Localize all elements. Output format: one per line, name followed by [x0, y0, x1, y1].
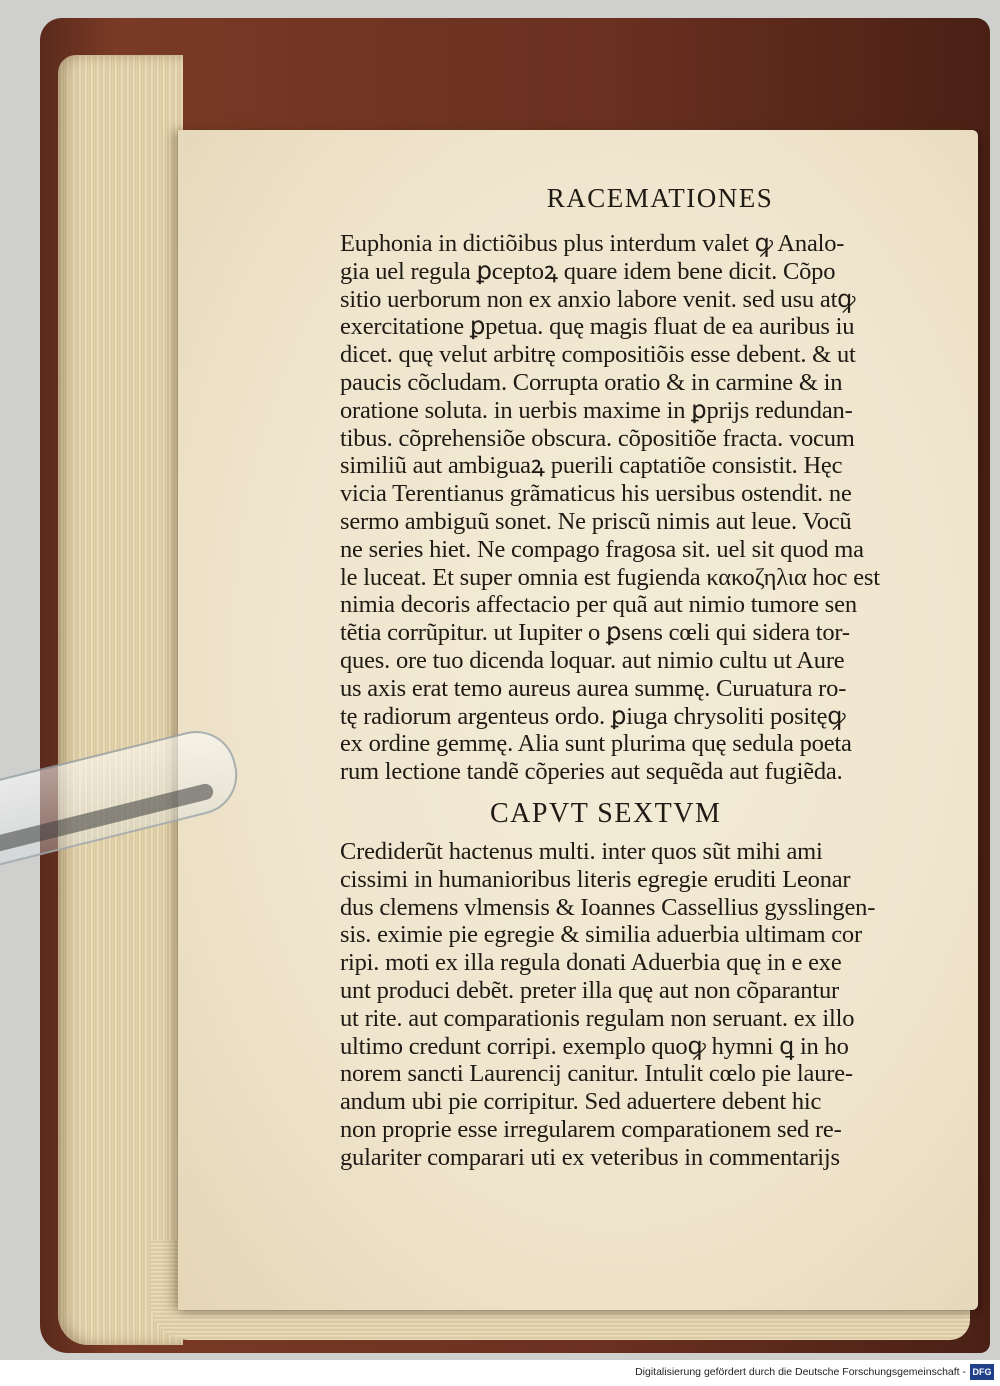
text-line: ex ordine gemmę. Alia sunt plurima quę sedula poeta	[340, 730, 852, 758]
text-line: nimia decoris affectacio per quã aut nimio tumore sen	[340, 591, 857, 619]
text-line: tibus. cõprehensiõe obscura. cõpositiõe fracta. vocum	[340, 424, 855, 452]
text-line: le luceat. Et super omnia est fugienda κακοζηλια hoc est	[340, 563, 880, 591]
text-line: tę radiorum argenteus ordo. ꝑiuga chrysoliti positęꝙ	[340, 702, 846, 730]
text-line: Crediderũt hactenus multi. inter quos sũt mihi ami	[340, 837, 823, 865]
text-line: ne series hiet. Ne compago fragosa sit. uel sit quod ma	[340, 535, 864, 563]
text-line: sis. eximie pie egregie & similia aduerbia ultimam cor	[340, 921, 862, 949]
text-line: andum ubi pie corripitur. Sed aduertere debent hic	[340, 1088, 822, 1116]
page-edges	[58, 55, 183, 1345]
text-line: ques. ore tuo dicenda loquar. aut nimio cultu ut Aure	[340, 646, 845, 674]
text-line: vicia Terentianus grãmaticus his uersibus ostendit. ne	[340, 480, 852, 508]
text-line: dicet. quę velut arbitrę compositiõis esse debent. & ut	[340, 341, 856, 369]
text-line: unt produci debẽt. preter illa quę aut non cõparantur	[340, 976, 839, 1004]
text-line: us axis erat temo aureus aurea summę. Curuatura ro-	[340, 674, 847, 702]
text-line: ut rite. aut comparationis regulam non seruant. ex illo	[340, 1004, 855, 1032]
text-line: sitio uerborum non ex anxio labore venit. sed usu atꝙ	[340, 285, 856, 313]
text-line: oratione soluta. in uerbis maxime in ꝑprijs redundan-	[340, 396, 853, 424]
dfg-logo-icon: DFG	[970, 1364, 994, 1380]
text-line: ripi. moti ex illa regula donati Aduerbia quę in e exe	[340, 949, 842, 977]
text-lines-after	[340, 838, 940, 1172]
text-line: Euphonia in dictiõibus plus interdum valet ꝙ Analo-	[340, 230, 845, 257]
page-text	[340, 178, 940, 1172]
footer-credit: Digitalisierung gefördert durch die Deutsche Forschungsgemeinschaft -	[635, 1366, 966, 1378]
chapter-heading: CAPVT SEXTVM	[490, 797, 722, 829]
text-line: norem sancti Laurencij canitur. Intulit cœlo pie laure-	[340, 1060, 853, 1088]
text-line: sermo ambiguũ sonet. Ne priscũ nimis aut leue. Vocũ	[340, 507, 852, 535]
text-line: cissimi in humanioribus literis egregie eruditi Leonar	[340, 865, 851, 893]
text-line: non proprie esse irregularem comparationem sed re-	[340, 1115, 842, 1143]
text-line: exercitatione ꝑpetua. quę magis fluat de ea auribus iu	[340, 313, 855, 341]
text-line: gia uel regula ꝑceptoꝝ quare idem bene dicit. Cõpo	[340, 257, 836, 285]
text-line: rum lectione tandẽ cõperies aut sequẽda aut fugiẽda.	[340, 758, 843, 786]
text-line: ultimo credunt corripi. exemplo quoꝙ hymni ꝗ in ho	[340, 1032, 849, 1060]
running-head: RACEMATIONES	[546, 183, 774, 213]
text-line: gulariter comparari uti ex veteribus in commentarijs	[340, 1143, 840, 1171]
text-line: tẽtia corrũpitur. ut Iupiter o ꝑsens cœli qui sidera tor-	[340, 619, 850, 647]
text-line: paucis cõcludam. Corrupta oratio & in carmine & in	[340, 368, 843, 396]
text-lines-before	[340, 230, 940, 786]
text-line: similiũ aut ambiguaꝝ puerili captatiõe consistit. Hęc	[340, 452, 843, 480]
text-line: dus clemens vlmensis & Ioannes Cassellius gysslingen-	[340, 893, 876, 921]
